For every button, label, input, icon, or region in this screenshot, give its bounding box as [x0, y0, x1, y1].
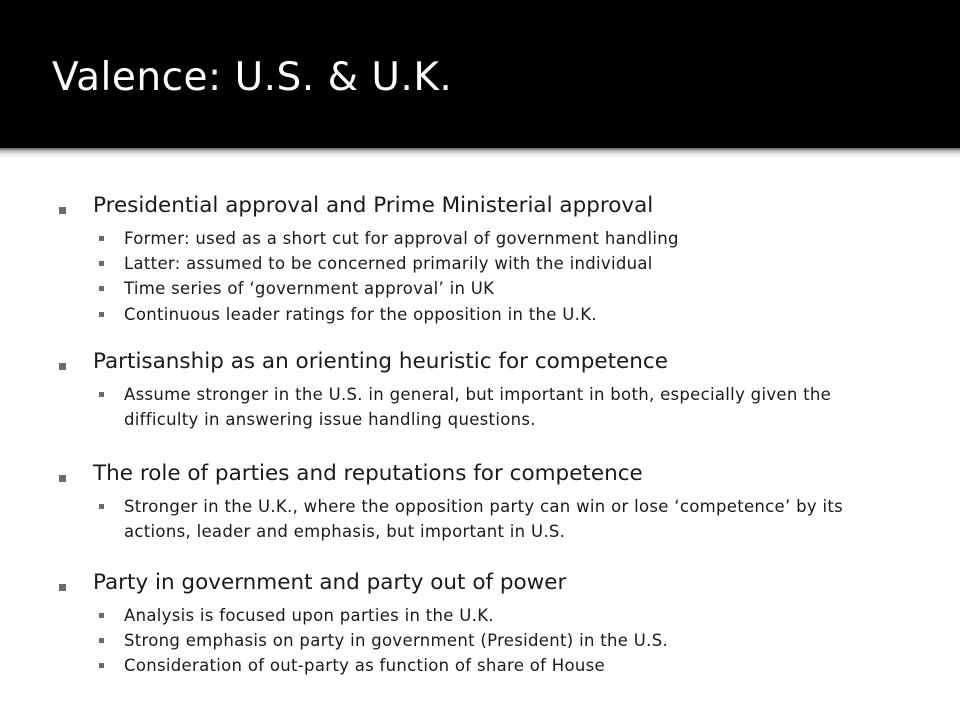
square-bullet-icon — [59, 207, 66, 214]
square-bullet-icon — [99, 613, 104, 618]
slide-title: Valence: U.S. & U.K. — [52, 55, 453, 100]
square-bullet-icon — [99, 392, 104, 397]
slide-content — [0, 158, 960, 720]
square-bullet-icon — [99, 638, 104, 643]
sub-point: Former: used as a short cut for approval of government handling — [124, 229, 679, 248]
sub-point: Time series of ‘government approval’ in UK — [124, 279, 495, 298]
title-bar — [0, 0, 960, 148]
square-bullet-icon — [59, 475, 66, 482]
sub-point: Strong emphasis on party in government (President) in the U.S. — [124, 631, 669, 650]
title-divider — [0, 148, 960, 158]
section-heading: Partisanship as an orienting heuristic for competence — [93, 349, 668, 374]
square-bullet-icon — [59, 584, 66, 591]
section-heading: Party in government and party out of power — [93, 570, 567, 595]
square-bullet-icon — [99, 663, 104, 668]
square-bullet-icon — [99, 312, 104, 317]
sub-point: Continuous leader ratings for the opposition in the U.K. — [124, 305, 597, 324]
square-bullet-icon — [99, 236, 104, 241]
sub-point: Assume stronger in the U.S. in general, but important in both, especially given the difficulty in answering issue handling questions. — [124, 385, 832, 429]
sub-point: Latter: assumed to be concerned primarily with the individual — [124, 254, 653, 273]
sub-point: Consideration of out-party as function of share of House — [124, 656, 605, 675]
square-bullet-icon — [99, 286, 104, 291]
section-heading: Presidential approval and Prime Ministerial approval — [93, 193, 654, 218]
square-bullet-icon — [59, 363, 66, 370]
square-bullet-icon — [99, 261, 104, 266]
square-bullet-icon — [99, 504, 104, 509]
sub-point: Analysis is focused upon parties in the U.K. — [124, 606, 494, 625]
section-heading: The role of parties and reputations for competence — [93, 461, 643, 486]
sub-point: Stronger in the U.K., where the opposition party can win or lose ‘competence’ by its actions, leader and emphasis, but important in U.S. — [124, 497, 844, 541]
